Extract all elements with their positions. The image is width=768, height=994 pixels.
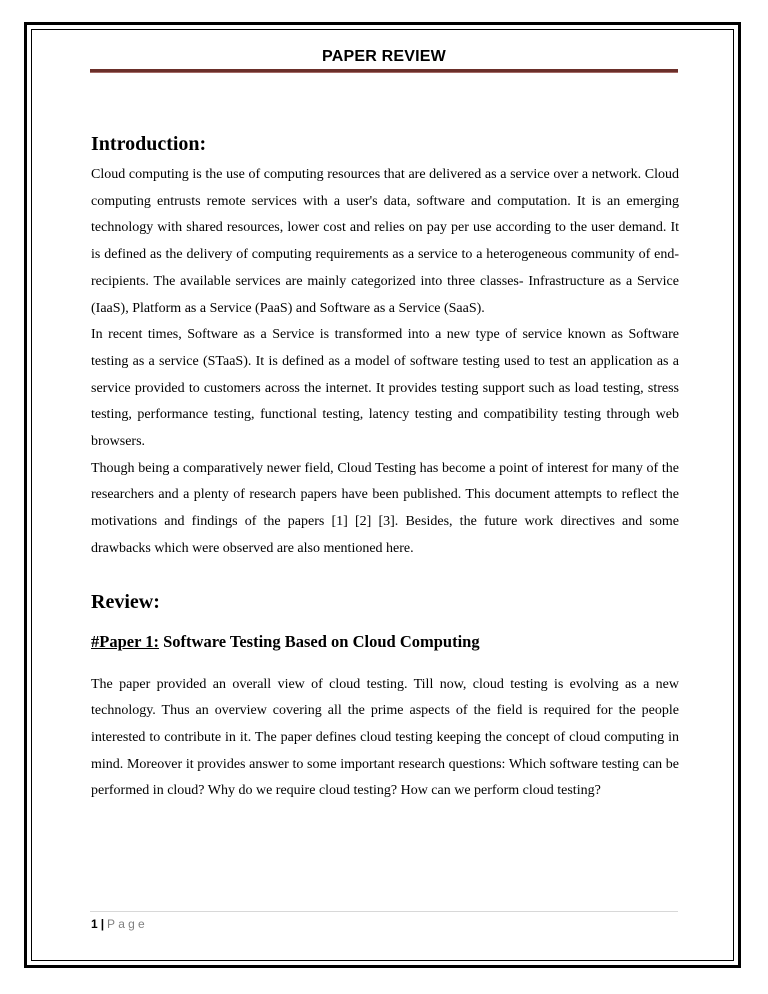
introduction-paragraph-2: In recent times, Software as a Service is transformed into a new type of service known as Software testing as a service (STaaS). It is defined as a model of software testing used to test an application as a service provided to customers across the internet. It provides testing support such as load testing, stress testing, performance testing, functional testing, latency testing and compatibility testing through web browsers.: [91, 327, 679, 450]
introduction-paragraph-3: Though being a comparatively newer field, Cloud Testing has become a point of interest for many of the researchers and a plenty of research papers have been published. This document attempts to reflect the motivations and findings of the papers [1] [2] [3]. Besides, the future work directives and some drawbacks which were observed are also mentioned here.: [91, 460, 679, 556]
document-body: [91, 130, 679, 805]
page-label: Page: [107, 917, 148, 931]
paper-1-title: Software Testing Based on Cloud Computing: [158, 631, 480, 651]
footer-rule: [90, 911, 678, 912]
paper-1-label: #Paper 1:: [91, 631, 159, 651]
footer-separator: |: [100, 917, 105, 931]
paper-1-body: The paper provided an overall view of cloud testing. Till now, cloud testing is evolving as a new technology. Thus an overview covering all the prime aspects of the field is required for the people interested to contribute in it. The paper defines cloud testing keeping the concept of cloud computing in mind. Moreover it provides answer to some important research questions: Which software testing can be performed in cloud? Why do we require cloud testing? How can we perform cloud testing?: [91, 676, 679, 799]
page-footer: [91, 916, 148, 932]
paper-1-heading: [91, 630, 679, 654]
introduction-heading: Introduction:: [91, 133, 207, 155]
document-title: PAPER REVIEW: [322, 48, 446, 65]
introduction-paragraph-1: Cloud computing is the use of computing resources that are delivered as a service over a network. Cloud computing entrusts remote services with a user's data, software and computation. It is an emerging technology with shared resources, lower cost and relies on pay per use according to the user demand. It is defined as the delivery of computing requirements as a service to a heterogeneous community of end-recipients. The available services are mainly categorized into three classes- Infrastructure as a Service (IaaS), Platform as a Service (PaaS) and Software as a Service (SaaS).: [91, 167, 679, 316]
header-rule: [90, 69, 678, 73]
review-heading: Review:: [91, 590, 160, 613]
page-number: 1: [91, 917, 98, 931]
